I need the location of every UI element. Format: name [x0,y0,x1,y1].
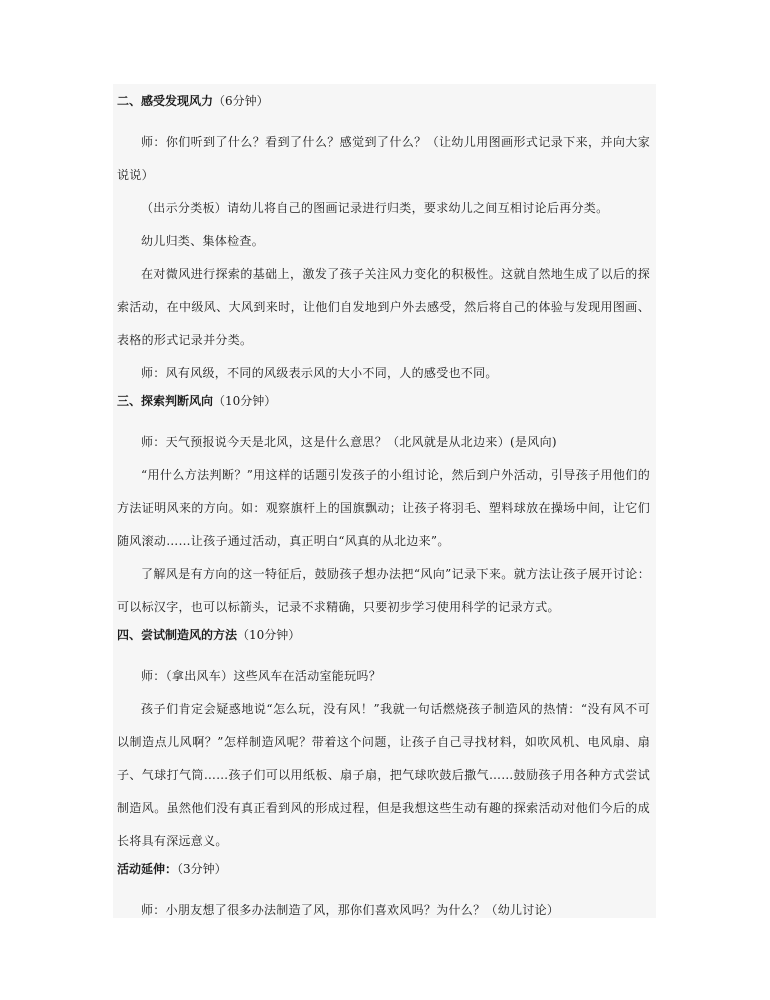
heading-time: （6分钟） [213,94,269,108]
paragraph: 师：风有风级，不同的风级表示风的大小不同，人的感受也不同。 [141,366,498,380]
paragraph: 了解风是有方向的这一特征后，鼓励孩子想办法把“风向”记录下来。就方法让孩子展开讨论：可以标汉字，也可以标箭头，记录不求精确，只要初步学习使用科学的记录方式。 [117,567,650,614]
document-page [113,84,656,918]
paragraph: 师：（拿出风车）这些风车在活动室能玩吗？ [141,669,382,683]
heading-title: 三、探索判断风向 [117,394,214,408]
section-heading-wind-power [117,92,650,110]
heading-title: 四、尝试制造风的方法 [117,628,238,642]
heading-title: 活动延伸： [117,862,178,876]
paragraph: 师：天气预报说今天是北风，这是什么意思？（北风就是从北边来）(是风向) [141,435,557,449]
paragraph: 孩子们肯定会疑惑地说“怎么玩，没有风！”我就一句话燃烧孩子制造风的热情：“没有风不可以制造点儿风啊？”怎样制造风呢？带着这个问题，让孩子自己寻找材料，如吹风机、电风扇、扇子、气球打气筒……孩子们可以用纸板、扇子扇，把气球吹鼓后撒气……鼓励孩子用各种方式尝试制造风。虽然他们没有真正看到风的形成过程，但是我想这些生动有趣的探索活动对他们今后的成长将具有深远意义。 [117,702,650,848]
paragraph: 师：小朋友想了很多办法制造了风，那你们喜欢风吗？为什么？（幼儿讨论） [141,903,560,917]
heading-time: （3分钟） [177,862,227,876]
paragraph: 幼儿归类、集体检查。 [141,234,265,248]
section-heading-extension [117,860,650,878]
paragraph: 师：你们听到了什么？看到了什么？感觉到了什么？（让幼儿用图画形式记录下来，并向大家说说） [117,135,650,182]
paragraph: “用什么方法判断？”用这样的话题引发孩子的小组讨论，然后到户外活动，引导孩子用他们的方法证明风来的方向。如：观察旗杆上的国旗飘动；让孩子将羽毛、塑料球放在操场中间，让它们随风滚动……让孩子通过活动，真正明白“风真的从北边来”。 [117,468,650,548]
paragraph: （出示分类板）请幼儿将自己的图画记录进行归类，要求幼儿之间互相讨论后再分类。 [141,201,609,215]
document-content [117,92,650,927]
section-heading-make-wind [117,626,650,644]
heading-time: （10分钟） [237,628,301,642]
heading-title: 二、感受发现风力 [117,94,214,108]
heading-time: （10分钟） [213,394,277,408]
paragraph: 在对微风进行探索的基础上，激发了孩子关注风力变化的积极性。这就自然地生成了以后的探索活动，在中级风、大风到来时，让他们自发地到户外去感受，然后将自己的体验与发现用图画、表格的形式记录并分类。 [117,267,650,347]
section-heading-wind-direction [117,392,650,410]
